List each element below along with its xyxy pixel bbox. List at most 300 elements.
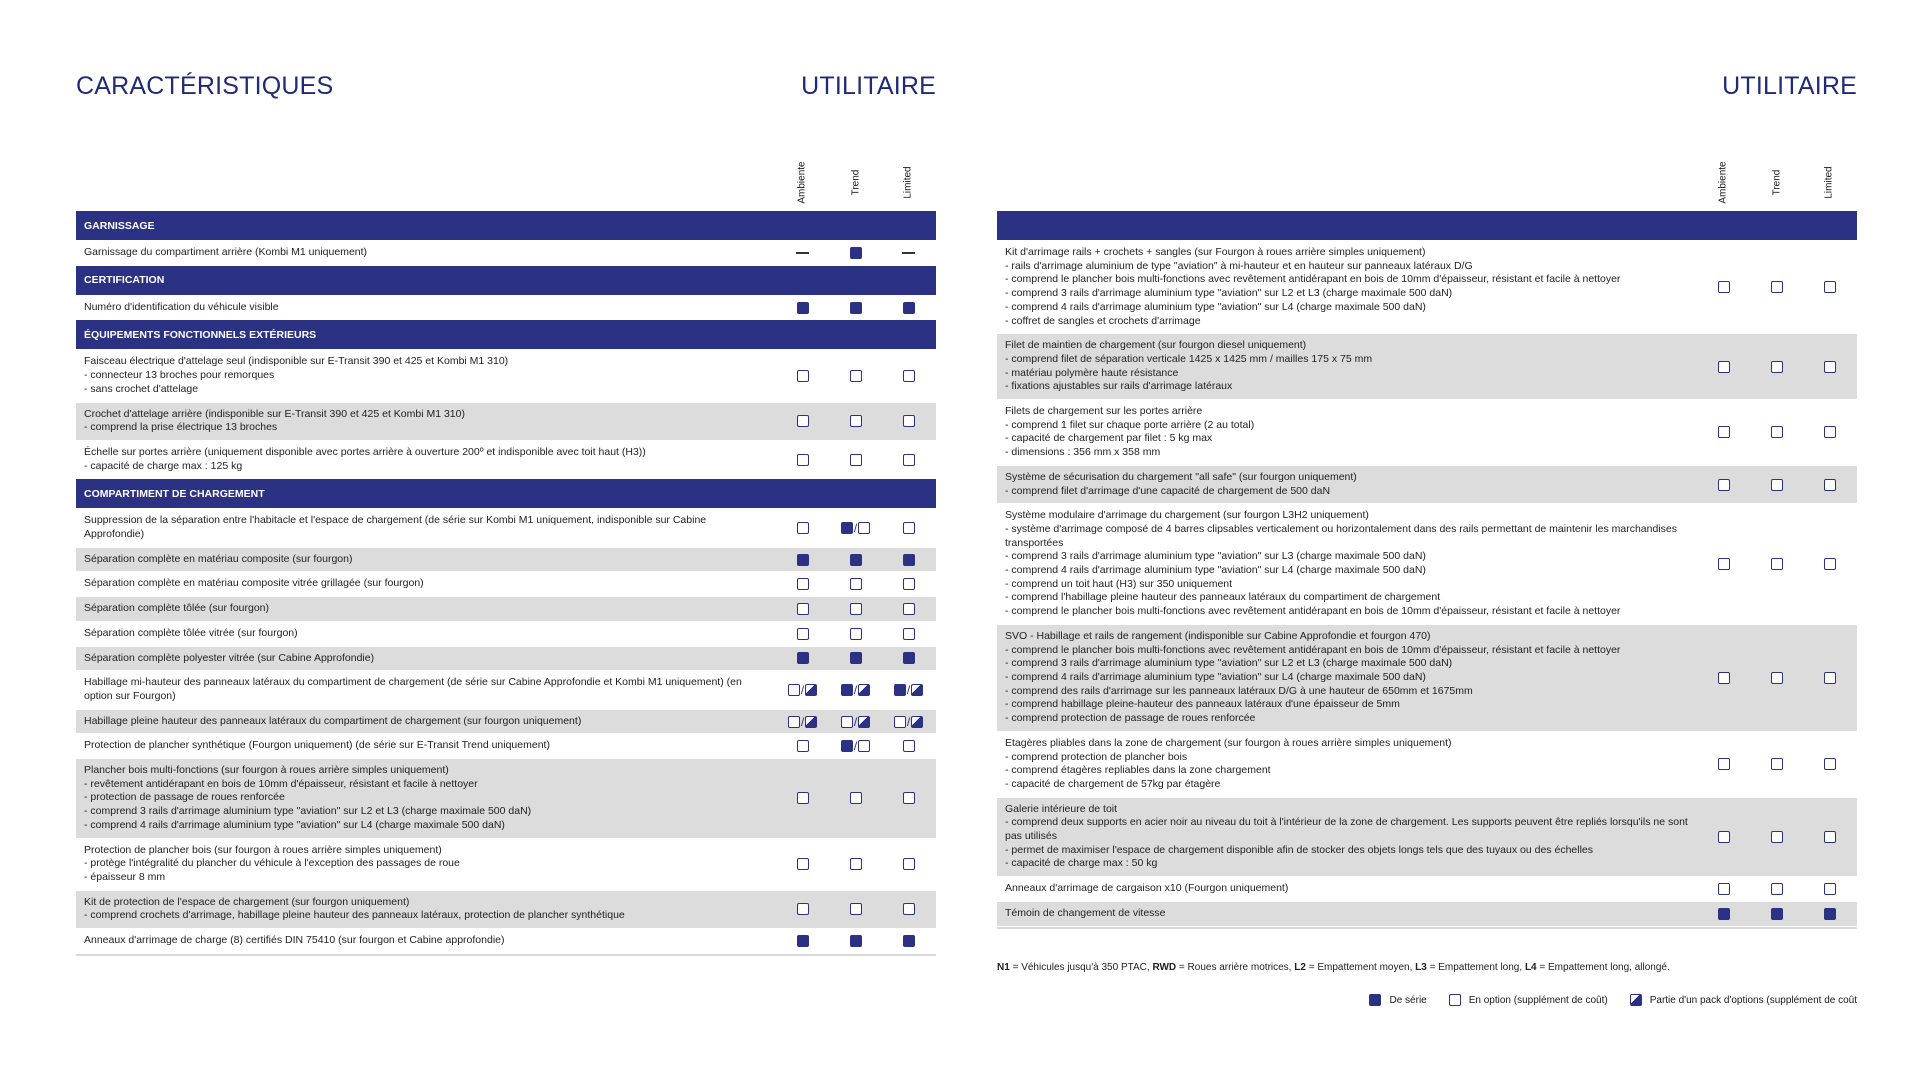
option-marker-icon: [1824, 558, 1836, 570]
standard-marker-icon: [894, 684, 906, 696]
section-header: [76, 266, 936, 296]
feature-availability-mark: [776, 302, 829, 314]
feature-availability-mark: [1803, 479, 1856, 491]
table-row: [76, 241, 936, 266]
feature-availability-mark: [829, 628, 882, 640]
section-header: [76, 211, 936, 241]
standard-marker-icon: [903, 554, 915, 566]
feature-description: Habillage mi-hauteur des panneaux latéraux du compartiment de chargement (de série sur Cabine Approfondie et Kombi M1 uniquement) (en option sur Fourgon): [84, 676, 742, 702]
table-row: [76, 441, 936, 479]
feature-description: Système modulaire d'arrimage du chargement (sur fourgon L3H2 uniquement) - système d'arrimage composé de 4 barres clipsables verticalement ou horizontalement dans des rails permettant de maintenir les marchandises transportées - comprend 3 rails d'arrimage aluminium type "aviation" sur L3 (charge maximale 500 daN) - comprend 4 rails d'arrimage aluminium type "aviation" sur L4 (charge maximale 500 daN) - comprend un toit haut (H3) sur 350 uniquement - comprend l'habillage pleine hauteur des panneaux latéraux du compartiment de chargement - comprend le plancher bois multi-fonctions avec revêtement antidérapant en bois de 10mm d'épaisseur, résistant et facile à nettoyer: [1005, 509, 1677, 618]
feature-description: Filet de maintien de chargement (sur fourgon diesel uniquement) - comprend filet de séparation verticale 1425 x 1425 mm / mailles 175 x 75 mm - matériau polymère haute résistance - fixations ajustables sur rails d'arrimage latéraux: [1005, 339, 1373, 393]
feature-availability-mark: [1803, 558, 1856, 570]
feature-availability-mark: [829, 858, 882, 870]
separator-slash: /: [800, 714, 805, 729]
standard-marker-icon: [850, 302, 862, 314]
availability-cells: [1697, 758, 1857, 770]
feature-availability-mark: [776, 554, 829, 566]
availability-cells: [776, 628, 936, 640]
spec-table-left: [76, 211, 936, 956]
feature-availability-mark: [829, 935, 882, 947]
feature-availability-mark: [882, 578, 935, 590]
feature-description: Crochet d'attelage arrière (indisponible sur E-Transit 390 et 425 et Kombi M1 310) - comprend la prise électrique 13 broches: [84, 407, 465, 434]
table-row: [76, 839, 936, 891]
separator-slash: /: [853, 521, 858, 536]
table-row: [76, 597, 936, 622]
availability-cells: [776, 715, 936, 729]
standard-marker-icon: [841, 740, 853, 752]
feature-description: Séparation complète tôlée (sur fourgon): [84, 602, 270, 615]
feature-availability-mark: [882, 521, 935, 535]
feature-description: Séparation complète en matériau composite vitrée grillagée (sur fourgon): [84, 577, 424, 590]
feature-description: SVO - Habillage et rails de rangement (indisponible sur Cabine Approfondie et fourgon 470) - comprend le plancher bois multi-fonctions avec revêtement antidérapant en bois de 10mm d'épaisseur, résistant et facile à nettoyer - comprend 3 rails d'arrimage aluminium type "aviation" sur L2 et L3 (charge maximale 500 daN) - comprend 4 rails d'arrimage aluminium type "aviation" sur L4 (charge maximale 500 daN) - comprend des rails d'arrimage sur les panneaux latéraux D/G à une hauteur de 650mm et 1675mm - comprend habillage pleine-hauteur des panneaux latéraux d'une épaisseur de 5mm - comprend protection de passage de roues renforcée: [1005, 629, 1621, 725]
feature-availability-mark: [1803, 908, 1856, 920]
feature-availability-mark: [1750, 361, 1803, 373]
feature-availability-mark: [882, 628, 935, 640]
table-row: [76, 734, 936, 759]
feature-availability-mark: [1750, 908, 1803, 920]
standard-marker-icon: [1824, 908, 1836, 920]
pack-marker-icon: [858, 684, 870, 696]
standard-marker-icon: [903, 935, 915, 947]
option-marker-icon: [903, 454, 915, 466]
separator-slash: /: [853, 714, 858, 729]
option-marker-icon: [797, 603, 809, 615]
feature-description: Galerie intérieure de toit - comprend deux supports en acier noir au niveau du toit à l'intérieur de la zone de chargement. Les supports peuvent être repliés lorsqu'ils ne sont pas utilisés - permet de maximiser l'espace de chargement disponible afin de stocker des objets longs tels que des tuyaux ou des échelles - capacité de charge max : 50 kg: [1005, 802, 1688, 870]
separator-slash: /: [853, 682, 858, 697]
feature-availability-mark: [1750, 758, 1803, 770]
availability-cells: [1697, 426, 1857, 438]
standard-marker-icon: [841, 522, 853, 534]
table-row: [997, 798, 1857, 878]
separator-slash: /: [906, 714, 911, 729]
trim-header-limited: Limited: [903, 166, 914, 199]
feature-description: Système de sécurisation du chargement "all safe" (sur fourgon uniquement) - comprend filet d'arrimage d'une capacité de chargement de 500 daN: [1005, 470, 1357, 497]
option-marker-icon: [850, 578, 862, 590]
standard-marker-icon: [797, 652, 809, 664]
feature-availability-mark: [829, 302, 882, 314]
feature-description: Protection de plancher bois (sur fourgon à roues arrière simples uniquement) - protège l'intégralité du plancher du véhicule à l'exception des passages de roue - épaisseur 8 mm: [84, 843, 460, 883]
separator-slash: /: [800, 682, 805, 697]
feature-availability-mark: [1803, 672, 1856, 684]
pack-marker-icon: [805, 716, 817, 728]
table-bottom-rule: [997, 927, 1857, 929]
table-row: [997, 400, 1857, 466]
option-marker-icon: [797, 740, 809, 752]
feature-availability-mark: [1750, 281, 1803, 293]
option-marker-icon: [1718, 831, 1730, 843]
feature-availability-mark: [1697, 479, 1750, 491]
availability-cells: [776, 302, 936, 314]
feature-availability-mark: [882, 683, 935, 697]
trim-header-limited: Limited: [1824, 166, 1835, 199]
availability-cells: [1697, 672, 1857, 684]
option-marker-icon: [1771, 758, 1783, 770]
section-header: [76, 479, 936, 509]
option-marker-icon: [903, 740, 915, 752]
feature-availability-mark: [1697, 558, 1750, 570]
option-marker-icon: [894, 716, 906, 728]
feature-availability-mark: [1803, 758, 1856, 770]
option-marker-icon: [1771, 361, 1783, 373]
feature-description: Séparation complète tôlée vitrée (sur fourgon): [84, 626, 298, 639]
feature-availability-mark: [829, 739, 882, 753]
option-marker-icon: [1824, 883, 1836, 895]
legend-pack: Partie d'un pack d'options (supplément de coût: [1630, 994, 1857, 1006]
availability-cells: [776, 415, 936, 427]
table-row: [997, 504, 1857, 625]
option-marker-icon: [1771, 831, 1783, 843]
availability-cells: [1697, 281, 1857, 293]
trim-header-trend: Trend: [1770, 169, 1782, 196]
not-available-dash-icon: [902, 252, 915, 254]
option-marker-icon: [797, 454, 809, 466]
feature-availability-mark: [829, 454, 882, 466]
section-header: [76, 320, 936, 350]
feature-availability-mark: [1697, 281, 1750, 293]
table-row: [76, 622, 936, 647]
feature-availability-mark: [1803, 361, 1856, 373]
trim-header-ambiente: Ambiente: [1718, 161, 1729, 204]
option-marker-icon: [788, 684, 800, 696]
option-marker-icon: [1771, 883, 1783, 895]
feature-description: Anneaux d'arrimage de cargaison x10 (Fourgon uniquement): [1005, 882, 1289, 895]
feature-availability-mark: [882, 739, 935, 753]
category-title-left: UTILITAIRE: [801, 72, 936, 100]
option-marker-icon: [903, 858, 915, 870]
feature-availability-mark: [1750, 831, 1803, 843]
option-marker-icon: [1771, 558, 1783, 570]
table-row: [76, 647, 936, 672]
option-marker-icon: [1771, 426, 1783, 438]
standard-marker-icon: [841, 684, 853, 696]
option-marker-icon: [1771, 281, 1783, 293]
option-marker-icon: [1718, 883, 1730, 895]
availability-cells: [1697, 908, 1857, 920]
option-marker-icon: [1824, 479, 1836, 491]
availability-cells: [776, 521, 936, 535]
feature-availability-mark: [829, 715, 882, 729]
option-marker-icon: [797, 578, 809, 590]
availability-cells: [776, 247, 936, 259]
table-row: [76, 572, 936, 597]
option-marker-icon: [850, 415, 862, 427]
option-marker-icon: [850, 792, 862, 804]
table-row: [76, 403, 936, 441]
feature-availability-mark: [882, 302, 935, 314]
option-marker-icon: [850, 858, 862, 870]
availability-cells: [776, 652, 936, 664]
feature-availability-mark: [882, 247, 935, 259]
feature-availability-mark: [776, 903, 829, 915]
feature-availability-mark: [776, 652, 829, 664]
spec-table-right: [997, 211, 1857, 929]
option-marker-icon: [1718, 758, 1730, 770]
table-row: [997, 902, 1857, 927]
option-marker-icon: [1771, 672, 1783, 684]
availability-cells: [776, 792, 936, 804]
table-row: [76, 548, 936, 573]
standard-marker-icon: [1369, 994, 1381, 1006]
feature-availability-mark: [1697, 758, 1750, 770]
pack-marker-icon: [1630, 994, 1642, 1006]
feature-availability-mark: [776, 415, 829, 427]
section-title: CERTIFICATION: [84, 274, 165, 287]
option-marker-icon: [1824, 672, 1836, 684]
option-marker-icon: [1824, 426, 1836, 438]
availability-cells: [776, 739, 936, 753]
feature-description: Séparation complète en matériau composite (sur fourgon): [84, 552, 353, 565]
feature-description: Garnissage du compartiment arrière (Kombi M1 uniquement): [84, 246, 368, 258]
option-marker-icon: [788, 716, 800, 728]
feature-description: Protection de plancher synthétique (Fourgon uniquement) (de série sur E-Transit Trend uniquement): [84, 739, 550, 752]
feature-availability-mark: [829, 554, 882, 566]
option-marker-icon: [797, 858, 809, 870]
table-row: [76, 509, 936, 547]
pack-marker-icon: [858, 716, 870, 728]
feature-availability-mark: [882, 652, 935, 664]
feature-availability-mark: [776, 521, 829, 535]
trim-column-headers-left: [776, 152, 936, 208]
standard-marker-icon: [797, 935, 809, 947]
section-title: GARNISSAGE: [84, 219, 155, 232]
feature-availability-mark: [1697, 831, 1750, 843]
option-marker-icon: [903, 415, 915, 427]
feature-availability-mark: [882, 792, 935, 804]
feature-availability-mark: [776, 935, 829, 947]
option-marker-icon: [903, 628, 915, 640]
legend-option: En option (supplément de coût): [1449, 994, 1608, 1006]
feature-availability-mark: [882, 415, 935, 427]
option-marker-icon: [1718, 672, 1730, 684]
standard-marker-icon: [797, 554, 809, 566]
option-marker-icon: [797, 628, 809, 640]
pack-marker-icon: [805, 684, 817, 696]
option-marker-icon: [797, 522, 809, 534]
feature-availability-mark: [829, 683, 882, 697]
availability-cells: [1697, 479, 1857, 491]
availability-cells: [1697, 361, 1857, 373]
availability-cells: [776, 683, 936, 697]
feature-availability-mark: [882, 554, 935, 566]
option-marker-icon: [1824, 281, 1836, 293]
option-marker-icon: [850, 903, 862, 915]
feature-availability-mark: [829, 247, 882, 259]
option-marker-icon: [841, 716, 853, 728]
option-marker-icon: [1771, 479, 1783, 491]
section-title: ÉQUIPEMENTS FONCTIONNELS EXTÉRIEURS: [84, 328, 317, 341]
feature-availability-mark: [829, 370, 882, 382]
feature-description: Filets de chargement sur les portes arrière - comprend 1 filet sur chaque porte arrière (2 au total) - capacité de chargement par filet : 5 kg max - dimensions : 356 mm x 358 mm: [1005, 405, 1255, 459]
option-marker-icon: [1718, 361, 1730, 373]
feature-availability-mark: [882, 454, 935, 466]
feature-availability-mark: [1803, 831, 1856, 843]
section-title: COMPARTIMENT DE CHARGEMENT: [84, 487, 265, 500]
trim-header-ambiente: Ambiente: [797, 161, 808, 204]
standard-marker-icon: [850, 247, 862, 259]
table-row: [76, 296, 936, 321]
feature-availability-mark: [1750, 883, 1803, 895]
availability-cells: [776, 454, 936, 466]
option-marker-icon: [797, 370, 809, 382]
table-row: [997, 625, 1857, 732]
table-row: [997, 466, 1857, 504]
feature-availability-mark: [882, 858, 935, 870]
option-marker-icon: [797, 792, 809, 804]
availability-cells: [776, 858, 936, 870]
feature-description: Plancher bois multi-fonctions (sur fourgon à roues arrière simples uniquement) - revêtement antidérapant en bois de 10mm d'épaisseur, résistant et facile à nettoyer - protection de passage de roues renforcée - comprend 3 rails d'arrimage aluminium type "aviation" sur L2 et L3 (charge maximale 500 daN) - comprend 4 rails d'arrimage aluminium type "aviation" sur L4 (charge maximale 500 daN): [84, 764, 532, 831]
feature-availability-mark: [1803, 281, 1856, 293]
feature-description: Habillage pleine hauteur des panneaux latéraux du compartiment de chargement (sur fourgon uniquement): [84, 714, 582, 727]
footnote: N1 = Véhicules jusqu'à 350 PTAC, RWD = Roues arrière motrices, L2 = Empattement moyen, L3 = Empattement long, L4 = Empattement long, allongé.: [997, 962, 1670, 973]
option-marker-icon: [1824, 758, 1836, 770]
feature-availability-mark: [882, 603, 935, 615]
feature-description: Kit d'arrimage rails + crochets + sangles (sur Fourgon à roues arrière simples uniquement) - rails d'arrimage aluminium de type "aviation" à mi-hauteur et en hauteur sur panneaux latéraux D/G - comprend le plancher bois multi-fonctions avec revêtement antidérapant en bois de 10mm d'épaisseur, résistant et facile à nettoyer - comprend 3 rails d'arrimage aluminium type "aviation" sur L2 et L3 (charge maximale 500 daN) - comprend 4 rails d'arrimage aluminium type "aviation" sur L4 (charge maximale 500 daN) - coffret de sangles et crochets d'arrimage: [1005, 246, 1621, 327]
option-marker-icon: [1824, 831, 1836, 843]
option-marker-icon: [1718, 558, 1730, 570]
feature-availability-mark: [776, 603, 829, 615]
feature-availability-mark: [1697, 672, 1750, 684]
table-row: [997, 732, 1857, 798]
feature-availability-mark: [776, 370, 829, 382]
option-marker-icon: [858, 522, 870, 534]
feature-availability-mark: [1750, 558, 1803, 570]
feature-availability-mark: [1750, 672, 1803, 684]
legend-standard: De série: [1369, 994, 1426, 1006]
feature-availability-mark: [829, 521, 882, 535]
standard-marker-icon: [850, 652, 862, 664]
feature-availability-mark: [776, 683, 829, 697]
availability-cells: [1697, 558, 1857, 570]
feature-description: Etagères pliables dans la zone de chargement (sur fourgon à roues arrière simples uniquement) - comprend protection de plancher bois - comprend étagères repliables dans la zone chargement - capacité de chargement de 57kg par étagère: [1005, 736, 1452, 790]
table-row: [997, 877, 1857, 902]
feature-availability-mark: [1803, 883, 1856, 895]
feature-availability-mark: [1803, 426, 1856, 438]
feature-description: Anneaux d'arrimage de charge (8) certifiés DIN 75410 (sur fourgon et Cabine approfondie): [84, 934, 505, 947]
option-marker-icon: [850, 370, 862, 382]
feature-availability-mark: [1697, 361, 1750, 373]
feature-availability-mark: [776, 628, 829, 640]
table-row: [76, 671, 936, 709]
pack-marker-icon: [911, 684, 923, 696]
feature-availability-mark: [829, 652, 882, 664]
feature-availability-mark: [776, 858, 829, 870]
option-marker-icon: [903, 370, 915, 382]
standard-marker-icon: [850, 935, 862, 947]
feature-availability-mark: [776, 792, 829, 804]
feature-availability-mark: [882, 715, 935, 729]
feature-availability-mark: [776, 739, 829, 753]
page-title: CARACTÉRISTIQUES: [76, 72, 334, 100]
feature-availability-mark: [829, 578, 882, 590]
feature-availability-mark: [776, 454, 829, 466]
legend: [1369, 994, 1857, 1006]
option-marker-icon: [903, 578, 915, 590]
option-marker-icon: [1718, 281, 1730, 293]
separator-slash: /: [906, 682, 911, 697]
option-marker-icon: [903, 792, 915, 804]
feature-availability-mark: [1750, 479, 1803, 491]
pack-marker-icon: [911, 716, 923, 728]
option-marker-icon: [850, 628, 862, 640]
feature-description: Témoin de changement de vitesse: [1005, 906, 1166, 919]
availability-cells: [776, 554, 936, 566]
feature-availability-mark: [882, 370, 935, 382]
option-marker-icon: [903, 603, 915, 615]
table-row: [76, 350, 936, 402]
feature-availability-mark: [1697, 883, 1750, 895]
standard-marker-icon: [1718, 908, 1730, 920]
feature-availability-mark: [882, 935, 935, 947]
feature-availability-mark: [829, 415, 882, 427]
standard-marker-icon: [903, 652, 915, 664]
table-row: [76, 759, 936, 839]
option-marker-icon: [903, 522, 915, 534]
separator-slash: /: [853, 739, 858, 754]
feature-availability-mark: [829, 603, 882, 615]
availability-cells: [1697, 883, 1857, 895]
option-marker-icon: [1718, 426, 1730, 438]
standard-marker-icon: [850, 554, 862, 566]
trim-header-trend: Trend: [849, 169, 861, 196]
option-marker-icon: [797, 415, 809, 427]
option-marker-icon: [850, 454, 862, 466]
option-marker-icon: [1824, 361, 1836, 373]
feature-description: Séparation complète polyester vitrée (sur Cabine Approfondie): [84, 651, 375, 664]
feature-availability-mark: [1697, 908, 1750, 920]
availability-cells: [776, 903, 936, 915]
table-row: [76, 929, 936, 954]
feature-availability-mark: [882, 903, 935, 915]
standard-marker-icon: [1771, 908, 1783, 920]
option-marker-icon: [1718, 479, 1730, 491]
feature-availability-mark: [1750, 426, 1803, 438]
option-marker-icon: [1449, 994, 1461, 1006]
availability-cells: [776, 578, 936, 590]
feature-description: Faisceau électrique d'attelage seul (indisponible sur E-Transit 390 et 425 et Kombi M1 310) - connecteur 13 broches pour remorques - sans crochet d'attelage: [84, 355, 509, 395]
feature-description: Suppression de la séparation entre l'habitacle et l'espace de chargement (de série sur Kombi M1 uniquement, indisponible sur Cabine Approfondie): [84, 514, 707, 541]
not-available-dash-icon: [796, 252, 809, 254]
section-header: [997, 211, 1857, 241]
feature-availability-mark: [829, 792, 882, 804]
table-row: [997, 334, 1857, 400]
availability-cells: [1697, 831, 1857, 843]
availability-cells: [776, 935, 936, 947]
option-marker-icon: [850, 603, 862, 615]
feature-availability-mark: [776, 715, 829, 729]
feature-availability-mark: [829, 903, 882, 915]
availability-cells: [776, 603, 936, 615]
feature-description: Kit de protection de l'espace de chargement (sur fourgon uniquement) - comprend crochets d'arrimage, habillage pleine hauteur des panneaux latéraux, protection de plancher synthétique: [84, 895, 625, 922]
option-marker-icon: [903, 903, 915, 915]
table-row: [76, 891, 936, 929]
feature-availability-mark: [1697, 426, 1750, 438]
option-marker-icon: [797, 903, 809, 915]
feature-availability-mark: [776, 247, 829, 259]
table-bottom-rule: [76, 954, 936, 956]
trim-column-headers-right: [1697, 152, 1857, 208]
category-title-right: UTILITAIRE: [1722, 72, 1857, 100]
option-marker-icon: [858, 740, 870, 752]
feature-description: Échelle sur portes arrière (uniquement disponible avec portes arrière à ouverture 200º et indisponible avec toit haut (H3)) - capacité de charge max : 125 kg: [84, 445, 646, 472]
standard-marker-icon: [797, 302, 809, 314]
feature-description: Numéro d'identification du véhicule visible: [84, 300, 279, 313]
availability-cells: [776, 370, 936, 382]
feature-availability-mark: [776, 578, 829, 590]
standard-marker-icon: [903, 302, 915, 314]
table-row: [997, 241, 1857, 334]
table-row: [76, 710, 936, 735]
